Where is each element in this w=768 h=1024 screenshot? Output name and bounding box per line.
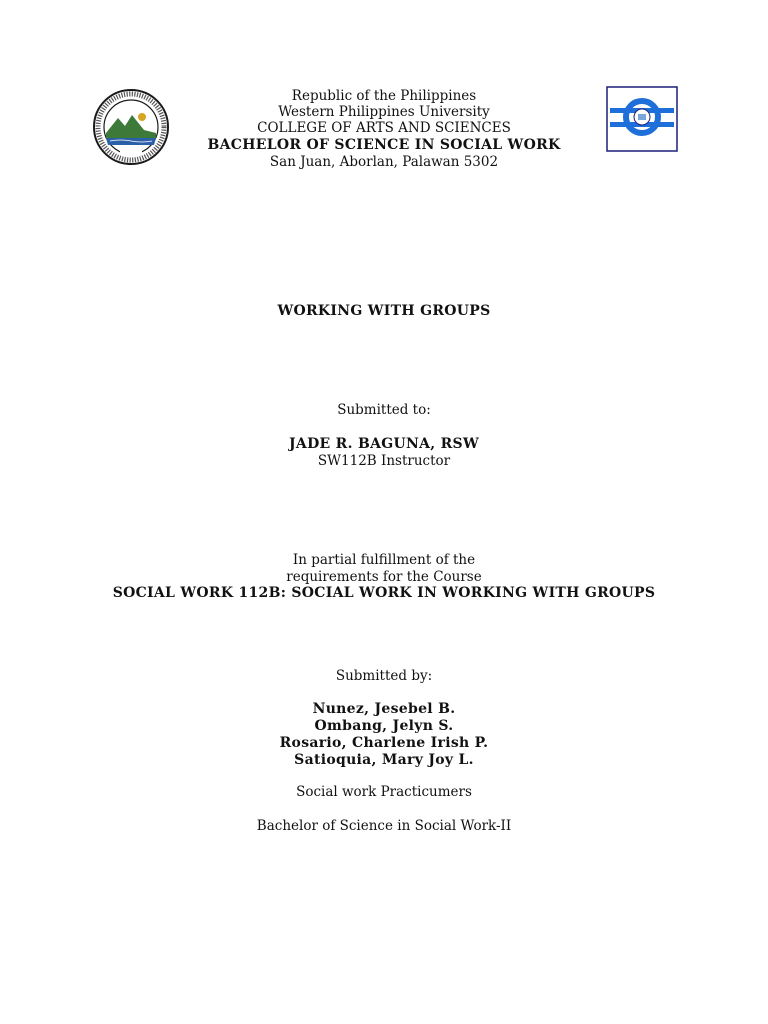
header-program: BACHELOR OF SCIENCE IN SOCIAL WORK (207, 137, 561, 153)
member-name: Nunez, Jesebel B. (312, 701, 456, 717)
instructor-name: JADE R. BAGUNA, RSW (289, 436, 479, 452)
header-republic: Republic of the Philippines (291, 88, 477, 104)
submitted-to-label: Submitted to: (337, 402, 431, 418)
header-university: Western Philippines University (278, 104, 490, 120)
instructor-role: SW112B Instructor (317, 453, 451, 469)
course-title: SOCIAL WORK 112B: SOCIAL WORK IN WORKING WITH GROUPS (112, 585, 656, 601)
fulfillment-line-2: requirements for the Course (286, 569, 482, 585)
fulfillment-line-1: In partial fulfillment of the (292, 552, 476, 568)
header-college: COLLEGE OF ARTS AND SCIENCES (257, 120, 511, 136)
member-name: Rosario, Charlene Irish P. (279, 735, 489, 751)
submitted-by-label: Submitted by: (335, 668, 433, 684)
program-year: Bachelor of Science in Social Work-II (256, 818, 512, 834)
document-title: WORKING WITH GROUPS (277, 303, 491, 319)
member-name: Satioquia, Mary Joy L. (294, 752, 474, 768)
header-address: San Juan, Aborlan, Palawan 5302 (269, 154, 499, 170)
member-name: Ombang, Jelyn S. (314, 718, 454, 734)
group-designation: Social work Practicumers (296, 784, 472, 800)
